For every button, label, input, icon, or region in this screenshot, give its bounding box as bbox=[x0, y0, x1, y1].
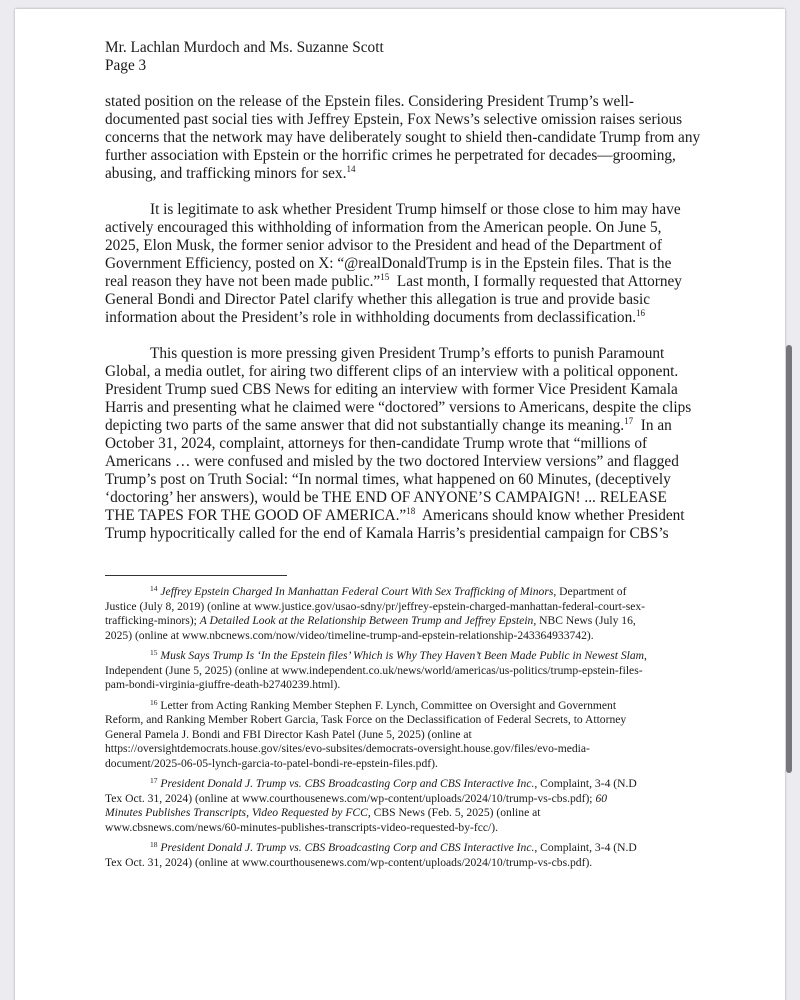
footnote-ref-15[interactable]: 15 bbox=[380, 272, 390, 282]
footnote-text: trafficking-minors); bbox=[105, 614, 200, 627]
text-line bbox=[105, 507, 705, 525]
footnote-number: 17 bbox=[150, 776, 158, 785]
footnote-line bbox=[105, 614, 705, 629]
page-number: Page 3 bbox=[105, 57, 147, 74]
footnote-number: 15 bbox=[150, 648, 158, 657]
body-paragraph-3 bbox=[105, 345, 705, 543]
footnote-title: 60 bbox=[595, 791, 608, 805]
text-segment: real reason they have not been made public.” bbox=[105, 273, 381, 290]
text-segment: THE TAPES FOR THE GOOD OF AMERICA.” bbox=[105, 507, 407, 524]
footnote-line: General Pamela J. Bondi and FBI Director Kash Patel (June 5, 2025) (online at bbox=[105, 727, 472, 741]
footnote-title: President Donald J. Trump vs. CBS Broadcasting Corp and CBS Interactive Inc. bbox=[160, 777, 535, 790]
text-line: Harris and presenting what he claimed were “doctored” versions to Americans, despite the clips bbox=[105, 399, 692, 416]
footnote-line: pam-bondi-virginia-giuffre-death-b2740239.html). bbox=[105, 678, 341, 691]
text-line: Global, a media outlet, for airing two different clips of an interview with a political opponent. bbox=[105, 363, 679, 380]
footnote-18 bbox=[105, 841, 705, 870]
footnote-line bbox=[105, 649, 705, 664]
text-segment: Americans should know whether President bbox=[415, 507, 685, 524]
footnote-separator bbox=[105, 575, 287, 576]
footnote-text: , Complaint, 3-4 (N.D bbox=[534, 777, 637, 790]
footnote-line: Independent (June 5, 2025) (online at www.independent.co.uk/news/world/americas/us-politics/trump-epstein-files- bbox=[105, 663, 643, 677]
footnote-title: Musk Says Trump Is ‘In the Epstein files’ Which is Why They Haven’t Been Made Public in Newest Slam bbox=[160, 649, 645, 662]
body-paragraph-2 bbox=[105, 201, 705, 327]
text-line: further association with Epstein or the horrific crimes he perpetrated for decades—grooming, bbox=[105, 147, 676, 164]
footnote-ref-14[interactable]: 14 bbox=[346, 164, 356, 174]
addressee: Mr. Lachlan Murdoch and Ms. Suzanne Scott bbox=[105, 39, 384, 56]
text-line: Trump’s post on Truth Social: “In normal times, what happened on 60 Minutes, (deceptively bbox=[105, 471, 671, 488]
footnote-line bbox=[105, 792, 705, 807]
text-segment: information about the President’s role in withholding documents from declassification. bbox=[105, 309, 637, 326]
text-segment: abusing, and trafficking minors for sex. bbox=[105, 165, 347, 182]
text-line: concerns that the network may have deliberately sought to shield then-candidate Trump from any bbox=[105, 129, 701, 146]
footnote-17 bbox=[105, 777, 705, 835]
footnote-text: , Department of bbox=[553, 585, 627, 598]
footnote-text: NBC News (July 16, bbox=[536, 614, 636, 627]
footnote-line: Tex Oct. 31, 2024) (online at www.courthousenews.com/wp-content/uploads/2024/10/trump-vs-cbs.pdf). bbox=[105, 855, 593, 869]
footnote-title: Minutes Publishes Transcripts, Video Requested by FCC, bbox=[105, 806, 371, 819]
text-line: Americans … were confused and misled by the two doctored Interview versions” and flagged bbox=[105, 453, 679, 470]
scrollbar-thumb[interactable] bbox=[786, 345, 792, 773]
footnote-15 bbox=[105, 649, 705, 693]
footnote-title: Jeffrey Epstein Charged In Manhattan Federal Court With Sex Trafficking of Minors bbox=[160, 585, 554, 598]
footnote-title: A Detailed Look at the Relationship Between Trump and Jeffrey Epstein, bbox=[199, 614, 537, 627]
footnote-number: 14 bbox=[150, 584, 158, 593]
footnote-ref-17[interactable]: 17 bbox=[624, 416, 634, 426]
footnote-line: www.cbsnews.com/news/60-minutes-publishes-transcripts-video-requested-by-fcc/). bbox=[105, 820, 499, 834]
document-page bbox=[15, 9, 785, 1000]
letter-header bbox=[105, 39, 705, 75]
footnote-line: document/2025-06-05-lynch-garcia-to-patel-bondi-re-epstein-files.pdf). bbox=[105, 756, 438, 770]
text-segment: In an bbox=[633, 417, 672, 434]
text-line: stated position on the release of the Epstein files. Considering President Trump’s well- bbox=[105, 93, 634, 110]
footnote-number: 16 bbox=[150, 697, 158, 707]
text-line: General Bondi and Director Patel clarify whether this allegation is true and provide basic bbox=[105, 291, 650, 308]
text-line bbox=[105, 417, 705, 435]
text-line: actively encouraged this withholding of information from the American people. On June 5, bbox=[105, 219, 662, 236]
text-line: 2025, Elon Musk, the former senior advisor to the President and head of the Department of bbox=[105, 237, 662, 254]
footnote-text: Tex Oct. 31, 2024) (online at www.courthousenews.com/wp-content/uploads/2024/10/trump-vs-cbs.pdf); bbox=[105, 791, 596, 805]
footnote-line: https://oversightdemocrats.house.gov/sites/evo-subsites/democrats-oversight.house.gov/files/evo-media- bbox=[105, 742, 590, 755]
text-line: This question is more pressing given President Trump’s efforts to punish Paramount bbox=[150, 345, 665, 362]
text-line: President Trump sued CBS News for editing an interview with former Vice President Kamala bbox=[105, 381, 678, 398]
footnote-line: Reform, and Ranking Member Robert Garcia, Task Force on the Declassification of Federal Secrets, to Attorney bbox=[105, 713, 627, 726]
footnote-line: 2025) (online at www.nbcnews.com/now/video/timeline-trump-and-epstein-relationship-243364933742). bbox=[105, 628, 594, 642]
footnote-line bbox=[105, 699, 705, 714]
footnote-line bbox=[105, 841, 705, 856]
text-line bbox=[105, 165, 705, 183]
footnote-16 bbox=[105, 699, 705, 772]
text-line: Trump hypocritically called for the end of Kamala Harris’s presidential campaign for CBS’s bbox=[105, 525, 669, 542]
text-line: Government Efficiency, posted on X: “@realDonaldTrump is in the Epstein files. That is the bbox=[105, 255, 672, 272]
text-line: documented past social ties with Jeffrey Epstein, Fox News’s selective omission raises serious bbox=[105, 111, 683, 128]
footnote-text: , Complaint, 3-4 (N.D bbox=[534, 841, 637, 854]
footnote-title: President Donald J. Trump vs. CBS Broadcasting Corp and CBS Interactive Inc. bbox=[160, 841, 535, 854]
text-line: ‘doctoring’ her answers), would be THE END OF ANYONE’S CAMPAIGN! ... RELEASE bbox=[105, 489, 667, 506]
text-segment: depicting two parts of the same answer that did not substantially change its meaning. bbox=[105, 417, 625, 434]
footnote-line: Justice (July 8, 2019) (online at www.justice.gov/usao-sdny/pr/jeffrey-epstein-charged-manhattan-federal-court-sex- bbox=[105, 599, 646, 613]
body-paragraph-1 bbox=[105, 93, 705, 183]
text-line bbox=[105, 309, 705, 327]
footnote-text: , bbox=[644, 649, 647, 662]
footnote-line bbox=[105, 777, 705, 792]
footnote-number: 18 bbox=[150, 840, 158, 849]
text-line: October 31, 2024, complaint, attorneys for then-candidate Trump wrote that “millions of bbox=[105, 435, 648, 452]
footnote-line bbox=[105, 585, 705, 600]
footnote-ref-16[interactable]: 16 bbox=[636, 308, 646, 318]
footnote-ref-18[interactable]: 18 bbox=[406, 506, 416, 516]
footnote-line bbox=[105, 806, 705, 821]
spacer bbox=[105, 543, 705, 561]
page-content bbox=[105, 39, 705, 876]
text-segment: Last month, I formally requested that Attorney bbox=[389, 273, 682, 290]
text-line bbox=[105, 273, 705, 291]
footnote-text: CBS News (Feb. 5, 2025) (online at bbox=[370, 806, 541, 819]
footnote-14 bbox=[105, 585, 705, 643]
footnote-text: Letter from Acting Ranking Member Stephen F. Lynch, Committee on Oversight and Government bbox=[157, 698, 617, 712]
text-line: It is legitimate to ask whether President Trump himself or those close to him may have bbox=[150, 201, 681, 218]
